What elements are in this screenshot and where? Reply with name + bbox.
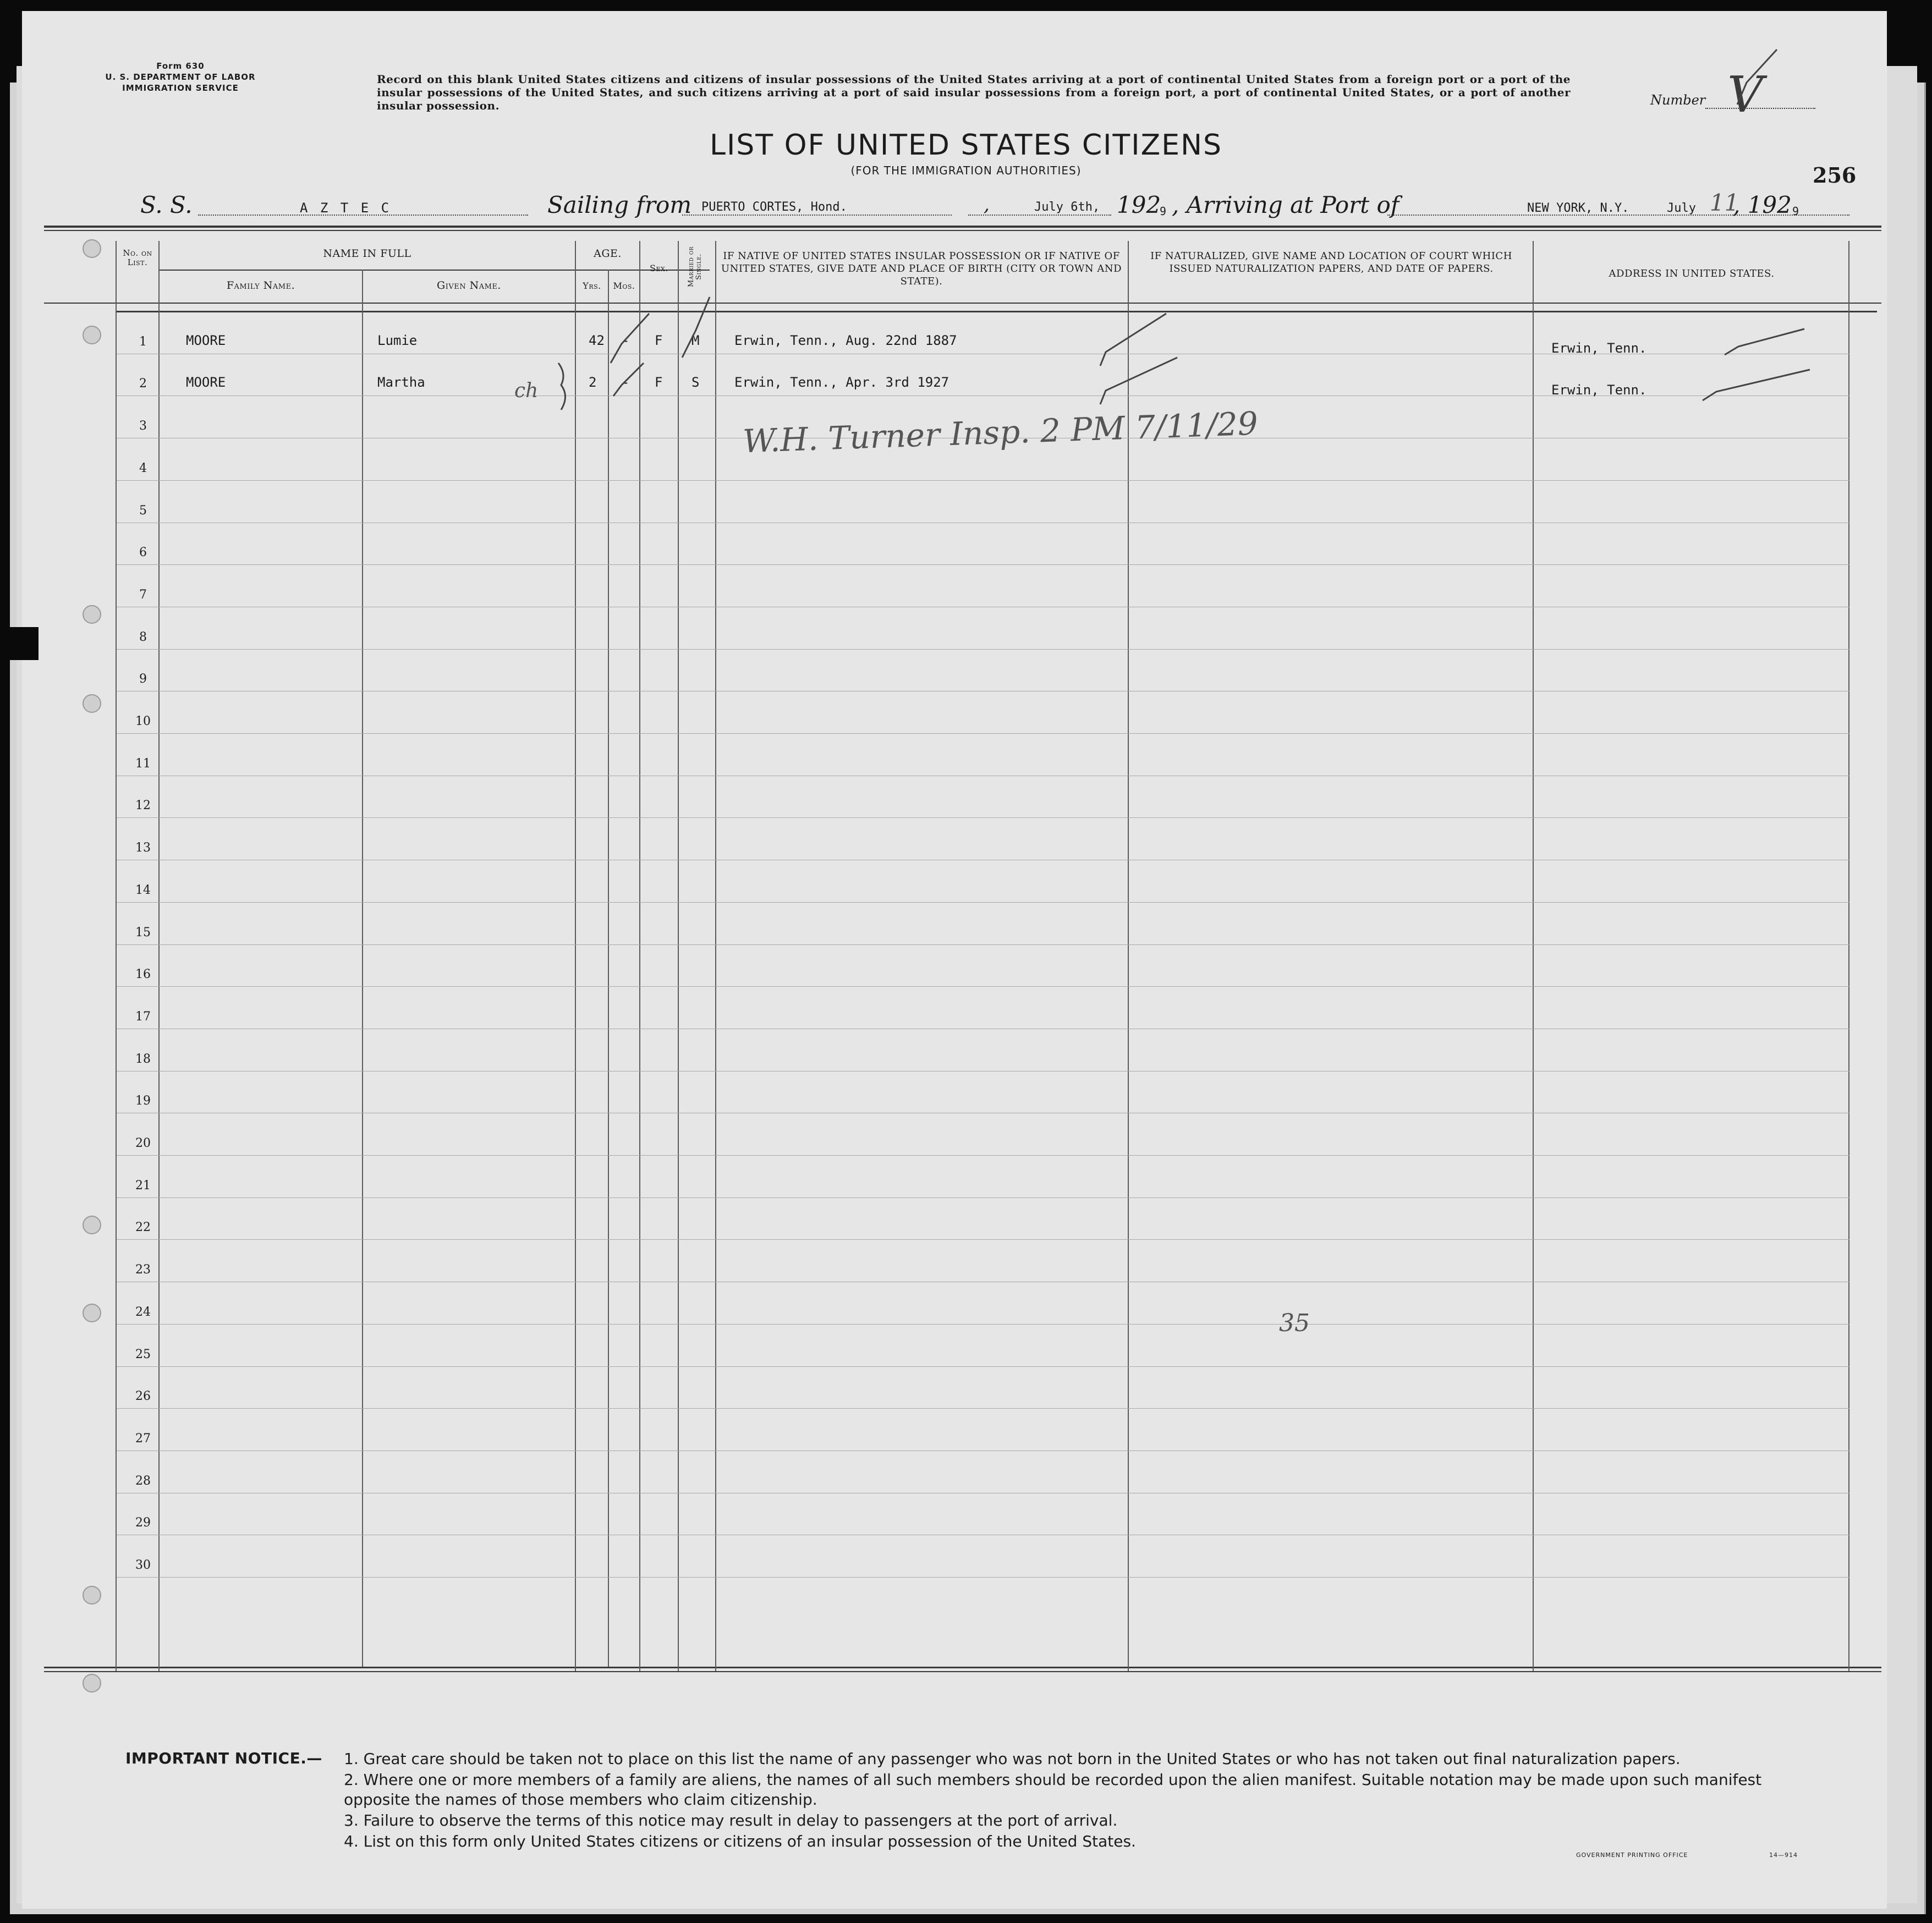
given-name-cell: Lumie <box>377 332 418 348</box>
notice-1: 1. Great care should be taken not to place on this list the name of any passenger who was not born in the United States or who has not taken out final naturalization papers. <box>344 1750 1681 1768</box>
marital-status-cell: S <box>691 375 700 391</box>
arrival-day-handwritten: 11 <box>1710 189 1739 216</box>
row-number: 18 <box>135 1052 151 1066</box>
row-number: 8 <box>139 630 147 644</box>
sheet-page-number: 256 <box>1813 163 1857 188</box>
family-name-cell: MOORE <box>186 332 226 348</box>
row-number: 19 <box>135 1094 151 1108</box>
age-months-cell: - <box>622 332 630 348</box>
service: IMMIGRATION SERVICE <box>122 83 239 93</box>
sailing-label: Sailing from <box>547 191 692 218</box>
arrival-year-suffix: 9 <box>1792 205 1799 218</box>
form-number: Form 630 <box>156 61 205 71</box>
row-number: 27 <box>135 1431 151 1446</box>
page-title: LIST OF UNITED STATES CITIZENS <box>709 129 1222 162</box>
given-name-mark: ch <box>514 380 539 402</box>
preamble: Record on this blank United States citizens and citizens of insular possessions of the United States arriving at a port of continental United States from a foreign port or a port of the insular possessions of the United States, and such citizens arriving at a port of said insular possessions from a foreign port, a port of continental United States, or a port of another insular possession. <box>377 73 1571 112</box>
address-cell: Erwin, Tenn. <box>1551 340 1647 356</box>
check-icon <box>682 297 710 358</box>
address-cell: Erwin, Tenn. <box>1551 382 1647 398</box>
sailing-year-prefix: 192 <box>1117 191 1161 218</box>
row-number: 9 <box>139 672 147 686</box>
arriving-label: , Arriving at Port of <box>1172 191 1399 218</box>
department: U. S. DEPARTMENT OF LABOR <box>105 72 256 82</box>
notice-2: 2. Where one or more members of a family are aliens, the names of all such members should be recorded upon the alien manifest. Suitable notation may be made upon such manifest opposite the names of those members who claim citizenship. <box>344 1771 1762 1809</box>
check-icon <box>613 363 644 396</box>
row-number: 15 <box>135 925 151 939</box>
check-icon <box>611 314 649 363</box>
check-icon <box>1100 314 1166 366</box>
given-name-cell: Martha <box>377 375 425 391</box>
check-icon <box>1703 370 1810 400</box>
row-number: 20 <box>135 1136 151 1150</box>
print-code: 14—914 <box>1769 1851 1798 1859</box>
sex-cell: F <box>655 332 663 348</box>
row-number: 30 <box>135 1558 151 1572</box>
col-given-name: Given Name. <box>437 279 501 292</box>
row-number: 2 <box>139 377 147 391</box>
col-address: ADDRESS IN UNITED STATES. <box>1609 268 1775 279</box>
arrival-port: NEW YORK, N.Y. <box>1527 201 1629 215</box>
col-naturalized: IF NATURALIZED, GIVE NAME AND LOCATION OF COURT WHICH ISSUED NATURALIZATION PAPERS, AND DATE OF PAPERS. <box>1150 250 1512 274</box>
row-number: 11 <box>135 756 151 771</box>
number-value: V <box>1727 66 1763 124</box>
col-birth: IF NATIVE OF UNITED STATES INSULAR POSSESSION OR IF NATIVE OF UNITED STATES, GIVE DATE AND PLACE OF BIRTH (CITY OR TOWN AND STATE). <box>721 250 1122 287</box>
age-years-cell: 2 <box>589 375 597 391</box>
sailing-port: PUERTO CORTES, Hond. <box>701 200 847 214</box>
printer: GOVERNMENT PRINTING OFFICE <box>1576 1851 1688 1859</box>
row-number: 7 <box>139 587 147 602</box>
age-years-cell: 42 <box>589 332 605 348</box>
row-number: 6 <box>139 546 147 560</box>
row-number: 10 <box>135 715 151 728</box>
birth-cell: Erwin, Tenn., Apr. 3rd 1927 <box>734 375 949 391</box>
comma: , <box>984 194 990 216</box>
sailing-year-suffix: 9 <box>1160 205 1167 218</box>
row-number: 4 <box>139 461 147 475</box>
col-no: No. on List. <box>123 248 152 267</box>
col-family-name: Family Name. <box>226 279 295 292</box>
sex-cell: F <box>655 375 663 391</box>
notice-3: 3. Failure to observe the terms of this notice may result in delay to passengers at the port of arrival. <box>344 1811 1118 1829</box>
family-name-cell: MOORE <box>186 375 226 391</box>
marital-status-cell: M <box>691 332 700 348</box>
sailing-date: July 6th, <box>1034 200 1100 214</box>
row-number: 14 <box>135 883 151 897</box>
col-married-single: Married or Single. <box>687 246 703 287</box>
notice-4: 4. List on this form only United States citizens or citizens of an insular possession of the United States. <box>344 1832 1136 1850</box>
check-icon <box>1100 358 1177 404</box>
row-number: 17 <box>135 1009 151 1024</box>
check-icon <box>1725 329 1804 355</box>
age-months-cell: - <box>622 375 630 391</box>
check-icon <box>1737 50 1777 105</box>
row-number: 1 <box>139 334 147 349</box>
arrival-year-prefix: , 192 <box>1733 191 1792 218</box>
row-number: 29 <box>135 1516 151 1530</box>
row-number: 23 <box>135 1263 151 1277</box>
stray-number: 35 <box>1279 1309 1310 1337</box>
inspector-signature: W.H. Turner Insp. 2 PM 7/11/29 <box>742 404 1259 460</box>
brace-icon <box>558 363 566 410</box>
row-number: 26 <box>135 1389 151 1404</box>
page-subtitle: (FOR THE IMMIGRATION AUTHORITIES) <box>850 164 1082 177</box>
row-number: 21 <box>135 1178 151 1193</box>
row-number: 3 <box>139 419 147 433</box>
col-name-in-full: NAME IN FULL <box>323 248 411 260</box>
row-number: 24 <box>135 1305 151 1319</box>
ship-name: A Z T E C <box>300 200 392 216</box>
row-number: 28 <box>135 1474 151 1488</box>
col-mos: Mos. <box>613 281 635 291</box>
col-age: AGE. <box>594 248 622 260</box>
row-number: 25 <box>135 1347 151 1361</box>
row-number: 13 <box>135 841 151 855</box>
row-number: 5 <box>139 503 147 518</box>
col-yrs: Yrs. <box>583 281 601 291</box>
notice-label: IMPORTANT NOTICE.— <box>125 1749 322 1767</box>
arrival-date: July <box>1667 201 1696 215</box>
ss-label: S. S. <box>140 191 193 218</box>
row-number: 16 <box>135 968 151 982</box>
birth-cell: Erwin, Tenn., Aug. 22nd 1887 <box>734 332 957 348</box>
number-label: Number <box>1650 92 1706 108</box>
row-number: 12 <box>135 799 151 813</box>
col-sex: Sex. <box>650 263 668 273</box>
row-number: 22 <box>135 1221 151 1235</box>
